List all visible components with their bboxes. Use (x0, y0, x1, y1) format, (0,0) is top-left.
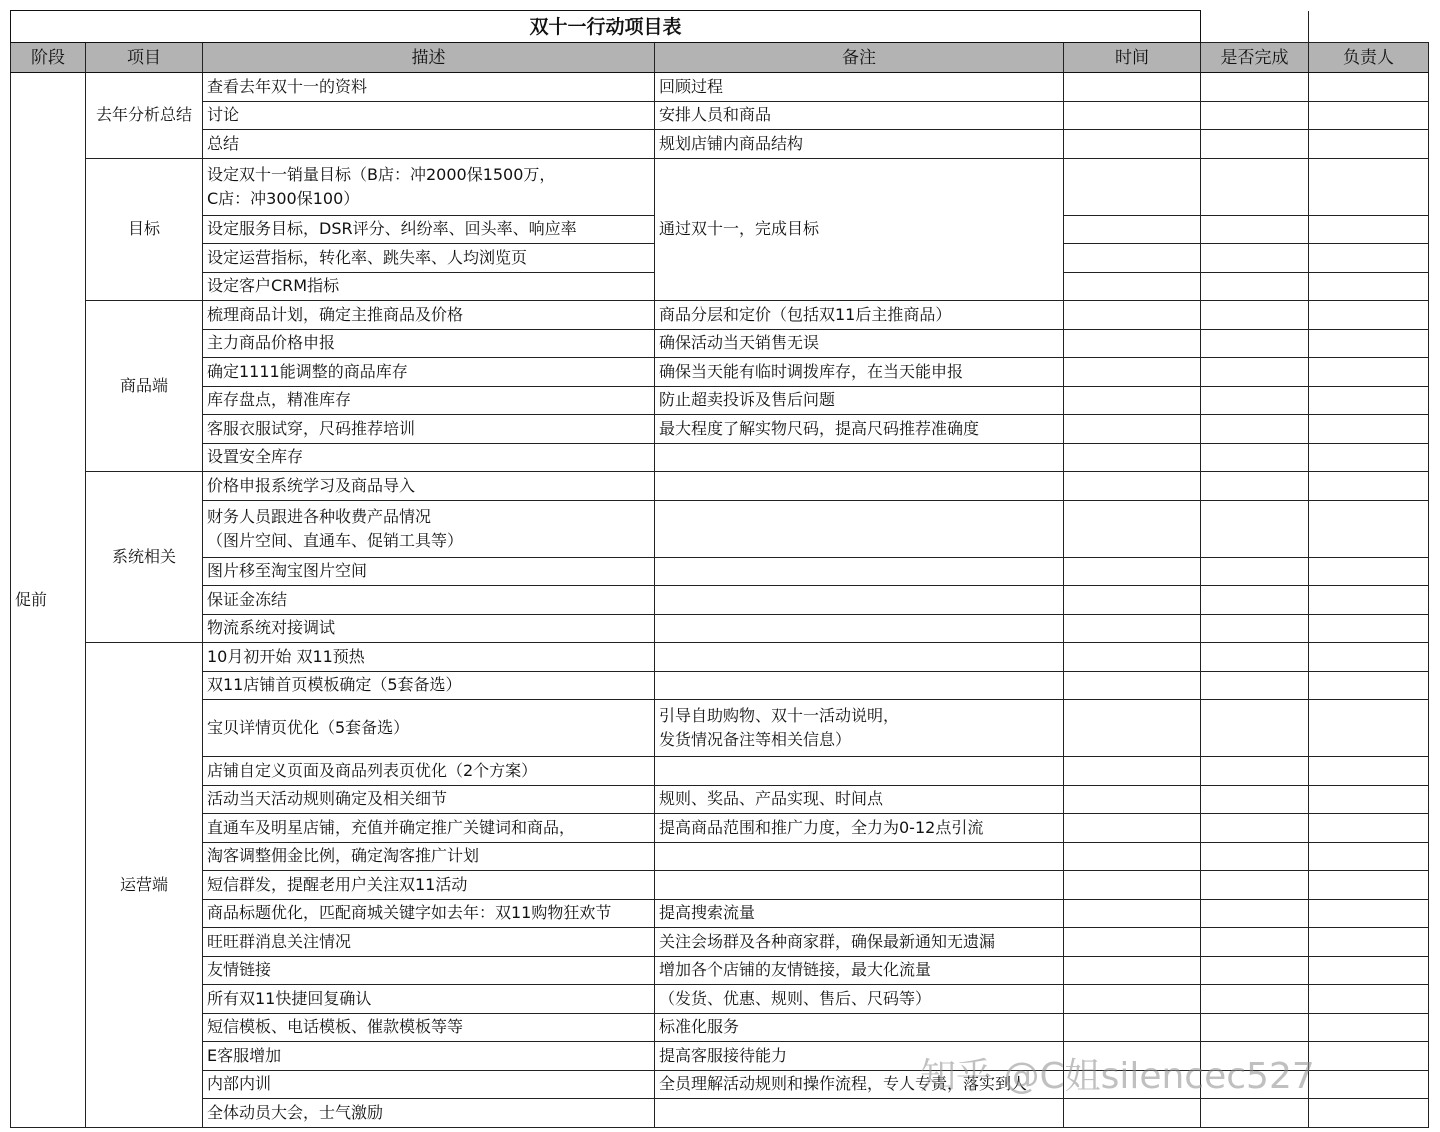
time-cell[interactable] (1064, 358, 1201, 387)
owner-cell[interactable] (1309, 73, 1429, 102)
note-cell[interactable] (655, 643, 1064, 672)
description-cell[interactable]: 活动当天活动规则确定及相关细节 (203, 785, 655, 814)
owner-cell[interactable] (1309, 1099, 1429, 1128)
done-cell[interactable] (1201, 700, 1309, 757)
description-cell[interactable]: 查看去年双十一的资料 (203, 73, 655, 102)
description-cell[interactable]: 店铺自定义页面及商品列表页优化（2个方案） (203, 757, 655, 786)
time-cell[interactable] (1064, 73, 1201, 102)
note-cell[interactable] (655, 443, 1064, 472)
note-cell[interactable]: 最大程度了解实物尺码，提高尺码推荐准确度 (655, 415, 1064, 444)
done-cell[interactable] (1201, 386, 1309, 415)
header-note[interactable]: 备注 (655, 43, 1064, 73)
owner-cell[interactable] (1309, 158, 1429, 215)
description-cell[interactable]: 设定运营指标，转化率、跳失率、人均浏览页 (203, 244, 655, 273)
stage-cell[interactable]: 促前 (11, 73, 86, 1128)
owner-cell[interactable] (1309, 586, 1429, 615)
note-cell[interactable]: 确保当天能有临时调拨库存，在当天能申报 (655, 358, 1064, 387)
note-cell[interactable]: 规划店铺内商品结构 (655, 130, 1064, 159)
time-cell[interactable] (1064, 757, 1201, 786)
table-row (11, 586, 1429, 615)
description-cell[interactable]: 设定服务目标，DSR评分、纠纷率、回头率、响应率 (203, 215, 655, 244)
note-cell[interactable] (655, 671, 1064, 700)
time-cell[interactable] (1064, 272, 1201, 301)
done-cell[interactable] (1201, 586, 1309, 615)
owner-cell[interactable] (1309, 785, 1429, 814)
done-cell[interactable] (1201, 785, 1309, 814)
table-row (11, 842, 1429, 871)
done-cell[interactable] (1201, 643, 1309, 672)
table-row (11, 785, 1429, 814)
done-cell[interactable] (1201, 272, 1309, 301)
time-cell[interactable] (1064, 785, 1201, 814)
header-done[interactable]: 是否完成 (1201, 43, 1309, 73)
owner-cell[interactable] (1309, 472, 1429, 501)
done-cell[interactable] (1201, 842, 1309, 871)
time-cell[interactable] (1064, 1099, 1201, 1128)
time-cell[interactable] (1064, 329, 1201, 358)
description-cell[interactable]: 淘客调整佣金比例，确定淘客推广计划 (203, 842, 655, 871)
owner-cell[interactable] (1309, 1070, 1429, 1099)
time-cell[interactable] (1064, 643, 1201, 672)
done-cell[interactable] (1201, 1099, 1309, 1128)
table-row (11, 158, 1429, 215)
done-cell[interactable] (1201, 358, 1309, 387)
time-cell[interactable] (1064, 215, 1201, 244)
owner-cell[interactable] (1309, 101, 1429, 130)
table-row (11, 443, 1429, 472)
description-cell[interactable]: 设定客户CRM指标 (203, 272, 655, 301)
time-cell[interactable] (1064, 985, 1201, 1014)
table-row (11, 1070, 1429, 1099)
header-item[interactable]: 项目 (86, 43, 203, 73)
time-cell[interactable] (1064, 500, 1201, 557)
owner-cell[interactable] (1309, 956, 1429, 985)
table-row (11, 643, 1429, 672)
note-cell[interactable]: 关注会场群及各种商家群，确保最新通知无遗漏 (655, 928, 1064, 957)
done-cell[interactable] (1201, 415, 1309, 444)
item-group-cell[interactable]: 去年分析总结 (86, 73, 203, 159)
item-group-cell[interactable]: 系统相关 (86, 472, 203, 643)
note-cell[interactable]: 增加各个店铺的友情链接，最大化流量 (655, 956, 1064, 985)
owner-cell[interactable] (1309, 386, 1429, 415)
description-cell[interactable]: 讨论 (203, 101, 655, 130)
table-row (11, 1099, 1429, 1128)
table-row (11, 871, 1429, 900)
table-row (11, 700, 1429, 757)
note-cell[interactable] (655, 500, 1064, 557)
time-cell[interactable] (1064, 158, 1201, 215)
note-cell[interactable] (655, 871, 1064, 900)
description-cell[interactable]: 宝贝详情页优化（5套备选） (203, 700, 655, 757)
owner-cell[interactable] (1309, 1013, 1429, 1042)
owner-cell[interactable] (1309, 244, 1429, 273)
note-cell[interactable]: 确保活动当天销售无误 (655, 329, 1064, 358)
note-cell[interactable]: 标准化服务 (655, 1013, 1064, 1042)
done-cell[interactable] (1201, 985, 1309, 1014)
time-cell[interactable] (1064, 101, 1201, 130)
description-cell[interactable]: 10月初开始 双11预热 (203, 643, 655, 672)
description-cell[interactable]: 图片移至淘宝图片空间 (203, 557, 655, 586)
blank-cell[interactable] (1309, 11, 1429, 43)
note-cell[interactable] (655, 557, 1064, 586)
done-cell[interactable] (1201, 443, 1309, 472)
time-cell[interactable] (1064, 130, 1201, 159)
owner-cell[interactable] (1309, 757, 1429, 786)
done-cell[interactable] (1201, 215, 1309, 244)
table-row (11, 101, 1429, 130)
description-cell[interactable]: 设置安全库存 (203, 443, 655, 472)
description-cell[interactable]: 保证金冻结 (203, 586, 655, 615)
header-owner[interactable]: 负责人 (1309, 43, 1429, 73)
owner-cell[interactable] (1309, 700, 1429, 757)
time-cell[interactable] (1064, 386, 1201, 415)
blank-cell[interactable] (1201, 11, 1309, 43)
owner-cell[interactable] (1309, 842, 1429, 871)
done-cell[interactable] (1201, 1013, 1309, 1042)
description-cell[interactable]: 客服衣服试穿，尺码推荐培训 (203, 415, 655, 444)
watermark: 知乎 @C姐silencec527 (920, 1056, 1315, 1097)
done-cell[interactable] (1201, 244, 1309, 273)
table-row (11, 1013, 1429, 1042)
owner-cell[interactable] (1309, 1042, 1429, 1071)
done-cell[interactable] (1201, 500, 1309, 557)
header-stage[interactable]: 阶段 (11, 43, 86, 73)
note-cell[interactable]: 防止超卖投诉及售后问题 (655, 386, 1064, 415)
sheet-title[interactable]: 双十一行动项目表 (11, 11, 1201, 43)
time-cell[interactable] (1064, 814, 1201, 843)
owner-cell[interactable] (1309, 985, 1429, 1014)
owner-cell[interactable] (1309, 671, 1429, 700)
done-cell[interactable] (1201, 73, 1309, 102)
done-cell[interactable] (1201, 956, 1309, 985)
done-cell[interactable] (1201, 814, 1309, 843)
note-cell[interactable]: 提高搜索流量 (655, 899, 1064, 928)
action-plan-sheet (10, 10, 1429, 1128)
description-cell[interactable]: 库存盘点，精准库存 (203, 386, 655, 415)
table-row (11, 500, 1429, 557)
done-cell[interactable] (1201, 899, 1309, 928)
owner-cell[interactable] (1309, 643, 1429, 672)
note-cell[interactable] (655, 472, 1064, 501)
done-cell[interactable] (1201, 671, 1309, 700)
time-cell[interactable] (1064, 842, 1201, 871)
owner-cell[interactable] (1309, 814, 1429, 843)
done-cell[interactable] (1201, 1070, 1309, 1099)
note-cell[interactable]: 通过双十一，完成目标 (655, 158, 1064, 301)
done-cell[interactable] (1201, 158, 1309, 215)
note-cell[interactable]: 商品分层和定价（包括双11后主推商品） (655, 301, 1064, 330)
description-cell[interactable]: 短信模板、电话模板、催款模板等等 (203, 1013, 655, 1042)
note-cell[interactable] (655, 842, 1064, 871)
description-cell[interactable]: 直通车及明星店铺，充值并确定推广关键词和商品， (203, 814, 655, 843)
description-cell[interactable]: 主力商品价格申报 (203, 329, 655, 358)
done-cell[interactable] (1201, 757, 1309, 786)
time-cell[interactable] (1064, 871, 1201, 900)
description-cell[interactable]: 梳理商品计划，确定主推商品及价格 (203, 301, 655, 330)
table-row (11, 73, 1429, 102)
owner-cell[interactable] (1309, 329, 1429, 358)
table-row (11, 301, 1429, 330)
note-cell[interactable]: 提高商品范围和推广力度，全力为0-12点引流 (655, 814, 1064, 843)
note-cell[interactable] (655, 614, 1064, 643)
time-cell[interactable] (1064, 557, 1201, 586)
owner-cell[interactable] (1309, 415, 1429, 444)
done-cell[interactable] (1201, 101, 1309, 130)
time-cell[interactable] (1064, 899, 1201, 928)
done-cell[interactable] (1201, 472, 1309, 501)
table-row (11, 415, 1429, 444)
table-row (11, 130, 1429, 159)
time-cell[interactable] (1064, 415, 1201, 444)
table-row (11, 956, 1429, 985)
table-row (11, 329, 1429, 358)
item-group-cell[interactable]: 目标 (86, 158, 203, 301)
time-cell[interactable] (1064, 956, 1201, 985)
description-cell[interactable]: 确定1111能调整的商品库存 (203, 358, 655, 387)
owner-cell[interactable] (1309, 557, 1429, 586)
table-row (11, 757, 1429, 786)
time-cell[interactable] (1064, 1070, 1201, 1099)
table-row (11, 1042, 1429, 1071)
description-cell[interactable]: 全体动员大会，士气激励 (203, 1099, 655, 1128)
time-cell[interactable] (1064, 586, 1201, 615)
description-cell[interactable]: 短信群发，提醒老用户关注双11活动 (203, 871, 655, 900)
note-cell[interactable]: 引导自助购物、双十一活动说明， 发货情况备注等相关信息） (655, 700, 1064, 757)
item-group-cell[interactable]: 运营端 (86, 643, 203, 1128)
owner-cell[interactable] (1309, 301, 1429, 330)
time-cell[interactable] (1064, 1042, 1201, 1071)
done-cell[interactable] (1201, 301, 1309, 330)
note-cell[interactable] (655, 1099, 1064, 1128)
owner-cell[interactable] (1309, 614, 1429, 643)
table-row (11, 386, 1429, 415)
description-cell[interactable]: 所有双11快捷回复确认 (203, 985, 655, 1014)
header-description[interactable]: 描述 (203, 43, 655, 73)
time-cell[interactable] (1064, 614, 1201, 643)
note-cell[interactable]: 提高客服接待能力 (655, 1042, 1064, 1071)
time-cell[interactable] (1064, 1013, 1201, 1042)
description-cell[interactable]: 物流系统对接调试 (203, 614, 655, 643)
description-cell[interactable]: 财务人员跟进各种收费产品情况 （图片空间、直通车、促销工具等） (203, 500, 655, 557)
table-row (11, 814, 1429, 843)
note-cell[interactable]: 规则、奖品、产品实现、时间点 (655, 785, 1064, 814)
owner-cell[interactable] (1309, 500, 1429, 557)
owner-cell[interactable] (1309, 358, 1429, 387)
owner-cell[interactable] (1309, 928, 1429, 957)
done-cell[interactable] (1201, 928, 1309, 957)
description-cell[interactable]: 双11店铺首页模板确定（5套备选） (203, 671, 655, 700)
time-cell[interactable] (1064, 244, 1201, 273)
description-cell[interactable]: E客服增加 (203, 1042, 655, 1071)
description-cell[interactable]: 内部内训 (203, 1070, 655, 1099)
note-cell[interactable]: 安排人员和商品 (655, 101, 1064, 130)
time-cell[interactable] (1064, 301, 1201, 330)
note-cell[interactable]: （发货、优惠、规则、售后、尺码等） (655, 985, 1064, 1014)
table-row (11, 472, 1429, 501)
owner-cell[interactable] (1309, 443, 1429, 472)
table-row (11, 985, 1429, 1014)
description-cell[interactable]: 设定双十一销量目标（B店：冲2000保1500万， C店：冲300保100） (203, 158, 655, 215)
description-cell[interactable]: 友情链接 (203, 956, 655, 985)
table-row (11, 899, 1429, 928)
owner-cell[interactable] (1309, 215, 1429, 244)
time-cell[interactable] (1064, 472, 1201, 501)
item-group-cell[interactable]: 商品端 (86, 301, 203, 472)
time-cell[interactable] (1064, 928, 1201, 957)
done-cell[interactable] (1201, 871, 1309, 900)
owner-cell[interactable] (1309, 899, 1429, 928)
done-cell[interactable] (1201, 614, 1309, 643)
table-row (11, 614, 1429, 643)
owner-cell[interactable] (1309, 130, 1429, 159)
time-cell[interactable] (1064, 443, 1201, 472)
description-cell[interactable]: 总结 (203, 130, 655, 159)
owner-cell[interactable] (1309, 272, 1429, 301)
description-cell[interactable]: 商品标题优化，匹配商城关键字如去年：双11购物狂欢节 (203, 899, 655, 928)
time-cell[interactable] (1064, 671, 1201, 700)
done-cell[interactable] (1201, 329, 1309, 358)
time-cell[interactable] (1064, 700, 1201, 757)
table-row (11, 557, 1429, 586)
table-row (11, 358, 1429, 387)
description-cell[interactable]: 旺旺群消息关注情况 (203, 928, 655, 957)
header-time[interactable]: 时间 (1064, 43, 1201, 73)
note-cell[interactable] (655, 757, 1064, 786)
owner-cell[interactable] (1309, 871, 1429, 900)
note-cell[interactable]: 回顾过程 (655, 73, 1064, 102)
note-cell[interactable]: 全员理解活动规则和操作流程，专人专责，落实到人 (655, 1070, 1064, 1099)
table-row (11, 671, 1429, 700)
table-row (11, 928, 1429, 957)
description-cell[interactable]: 价格申报系统学习及商品导入 (203, 472, 655, 501)
done-cell[interactable] (1201, 557, 1309, 586)
done-cell[interactable] (1201, 130, 1309, 159)
done-cell[interactable] (1201, 1042, 1309, 1071)
note-cell[interactable] (655, 586, 1064, 615)
